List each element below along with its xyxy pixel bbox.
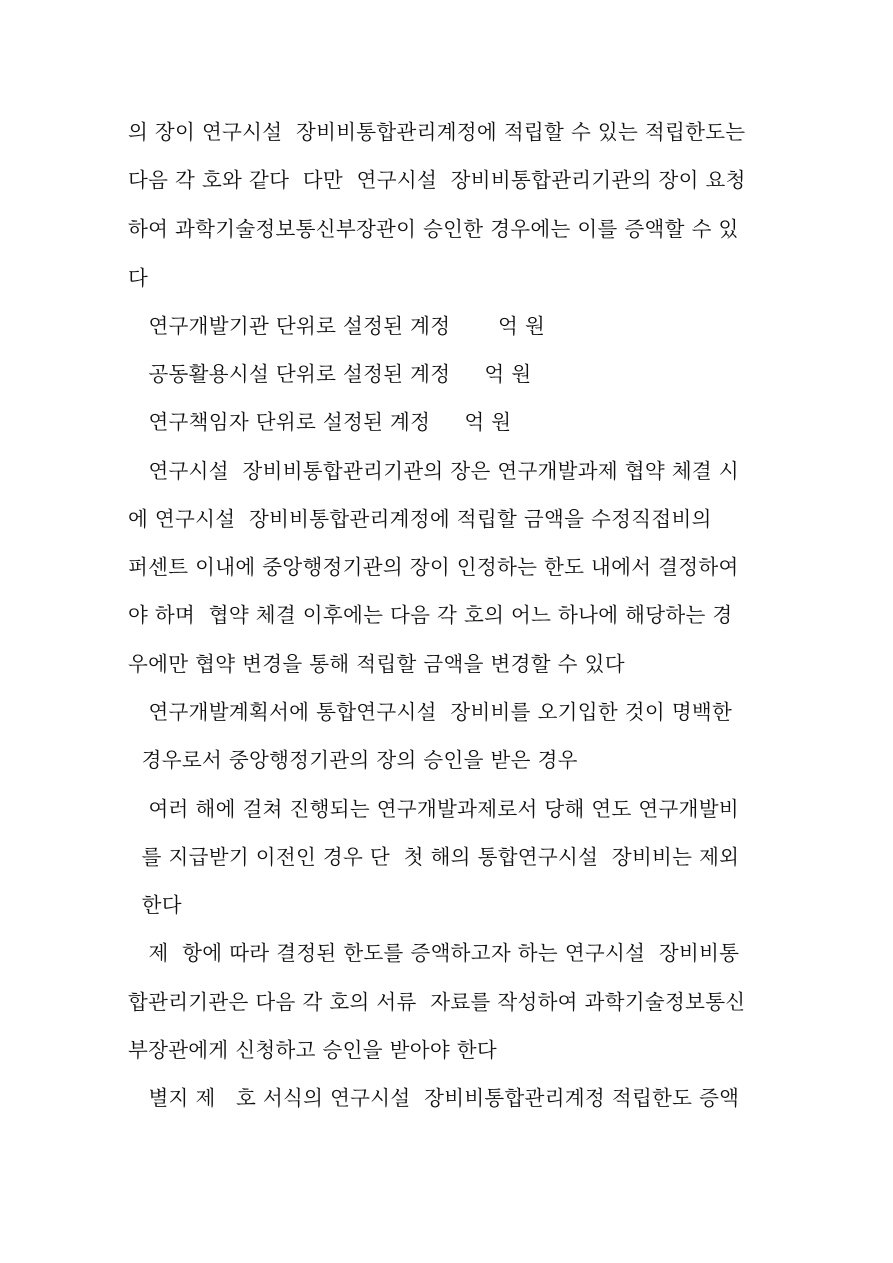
text-line: 야 하며 협약 체결 이후에는 다음 각 호의 어느 하나에 해당하는 경 [128, 603, 733, 627]
text-line: 합관리기관은 다음 각 호의 서류 자료를 작성하여 과학기술정보통신 [128, 990, 746, 1014]
text-line: 별지 제 호 서식의 연구시설 장비비통합관리계정 적립한도 증액 [128, 1086, 740, 1110]
text-line: 연구개발기관 단위로 설정된 계정 억 원 [128, 314, 546, 338]
text-line: 연구책임자 단위로 설정된 계정 억 원 [128, 410, 512, 434]
text-line: 연구시설 장비비통합관리기관의 장은 연구개발과제 협약 체결 시 [128, 459, 739, 483]
text-line: 다 [128, 266, 149, 290]
text-line: 제 항에 따라 결정된 한도를 증액하고자 하는 연구시설 장비비통 [128, 941, 740, 965]
text-line: 우에만 협약 변경을 통해 적립할 금액을 변경할 수 있다 [128, 652, 625, 676]
text-line: 에 연구시설 장비비통합관리계정에 적립할 금액을 수정직접비의 [128, 507, 712, 531]
text-line: 하여 과학기술정보통신부장관이 승인한 경우에는 이를 증액할 수 있 [128, 217, 739, 241]
text-line: 여러 해에 걸쳐 진행되는 연구개발과제로서 당해 연도 연구개발비 [128, 797, 739, 821]
text-line: 연구개발계획서에 통합연구시설 장비비를 오기입한 것이 명백한 [128, 700, 733, 724]
text-line: 퍼센트 이내에 중앙행정기관의 장이 인정하는 한도 내에서 결정하여 [128, 555, 739, 579]
text-line: 다음 각 호와 같다 다만 연구시설 장비비통합관리기관의 장이 요청 [128, 168, 746, 192]
text-line: 공동활용시설 단위로 설정된 계정 억 원 [128, 362, 532, 386]
text-line: 의 장이 연구시설 장비비통합관리계정에 적립할 수 있는 적립한도는 [128, 120, 746, 144]
text-line: 부장관에게 신청하고 승인을 받아야 한다 [128, 1038, 498, 1062]
text-line: 한다 [128, 893, 182, 917]
text-line: 를 지급받기 이전인 경우 단 첫 해의 통합연구시설 장비비는 제외 [128, 845, 740, 869]
text-line: 경우로서 중앙행정기관의 장의 승인을 받은 경우 [128, 748, 578, 772]
